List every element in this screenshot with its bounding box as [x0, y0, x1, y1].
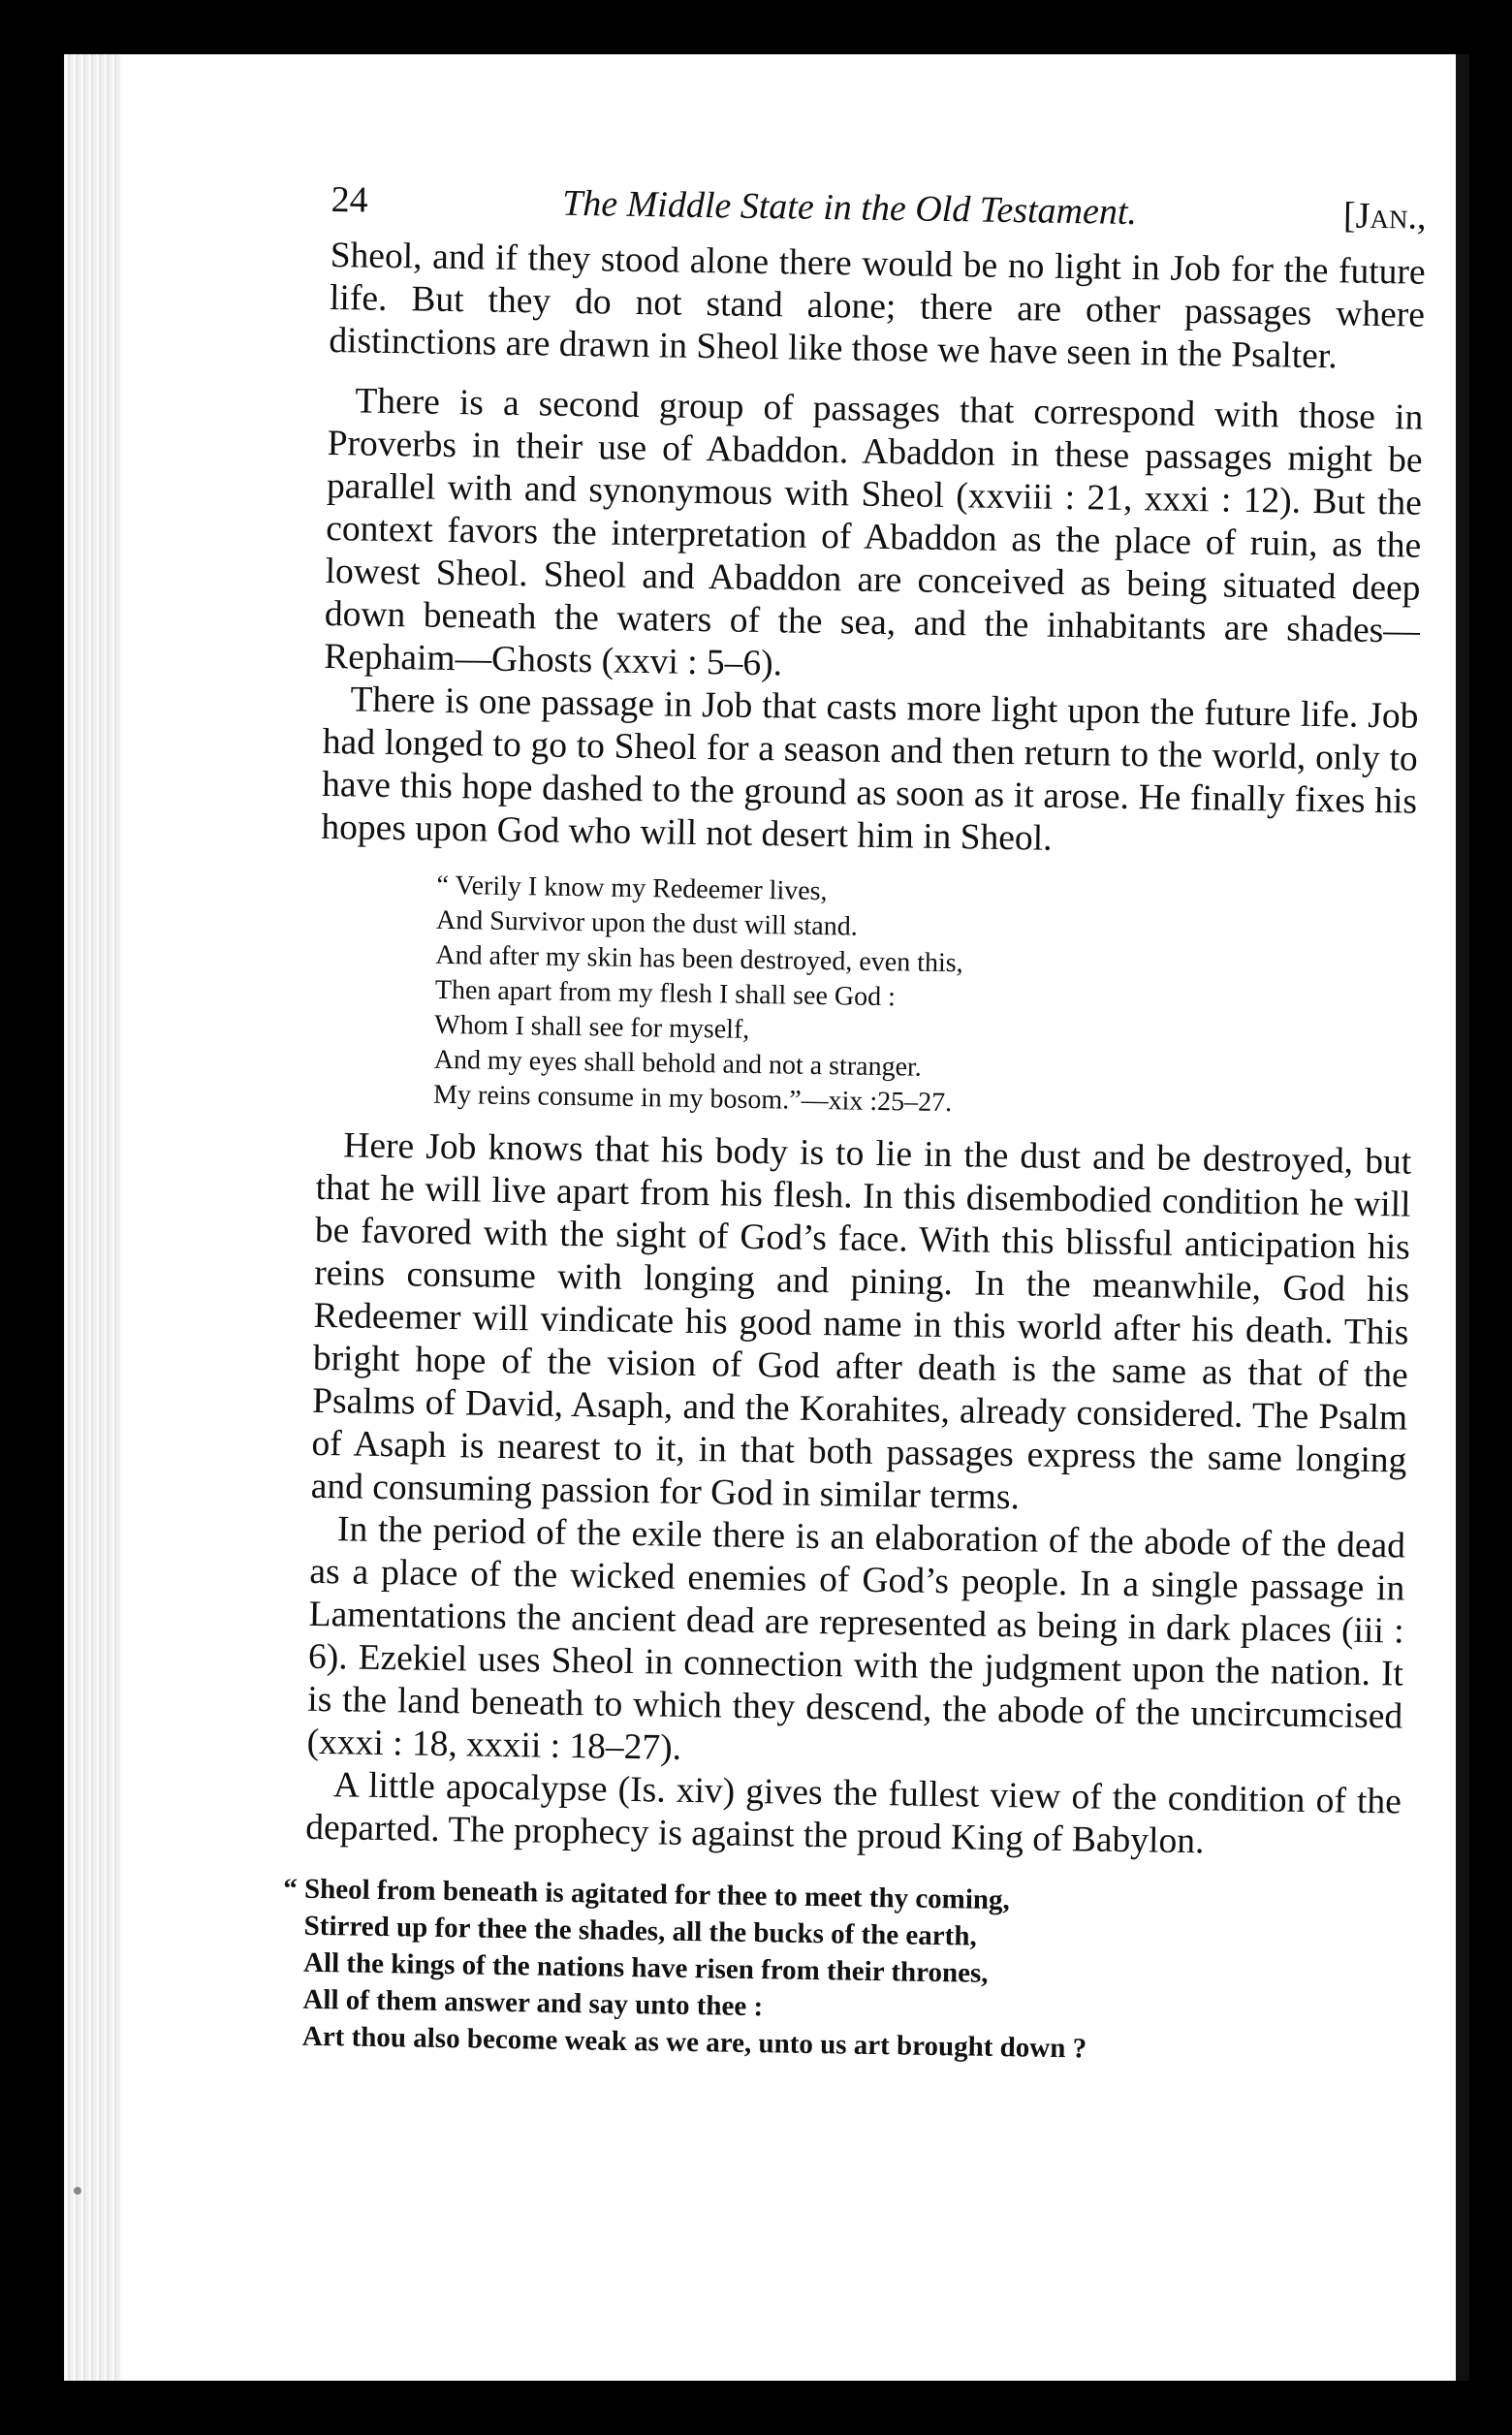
paragraph: There is one passage in Job that casts more light upon the future life. Job had longed to go to Sheol for a season and then return to the world, only to have this hope dashed to the ground as soon as it arose. He finally fixes his hopes upon God who will not desert him in Sheol. — [321, 680, 1419, 859]
paragraph: There is a second group of passages that correspond with those in Proverbs in their use of Abaddon. Abaddon in these passages might be parallel with and synonymous with Sheol (xxviii : 21, xxxi : 12). But the context favors the interpretation of Abaddon as the place of ruin, as the lowest Sheol. Sheol and Abaddon are conceived as being situated deep down beneath the waters of the sea, and the inhabitants are shades—Rephaim—Ghosts (xxvi : 5–6). — [323, 381, 1424, 684]
verse-line: And my eyes shall behold and not a stranger. — [433, 1044, 923, 1083]
page-edge-right — [1456, 54, 1469, 2381]
paragraph: A little apocalypse (Is. xiv) gives the fullest view of the condition of the departed. The prophecy is against the proud King of Babylon. — [304, 1765, 1402, 1862]
page-text — [283, 178, 1427, 2072]
page-number: 24 — [331, 178, 368, 221]
quoted-verse-isaiah — [281, 1870, 1401, 2071]
quoted-verse — [433, 869, 1416, 1128]
verse-line: Stirred up for thee the shades, all the bucks of the earth, — [303, 1910, 977, 1952]
verse-line: All of them answer and say unto thee : — [302, 1983, 764, 2023]
paragraph: Sheol, and if they stood alone there would be no light in Job for the future life. But they do not stand alone; there are other passages where distinctions are drawn in Sheol like those we have seen in the Psalter. — [329, 235, 1426, 377]
scan-speck — [74, 2187, 81, 2195]
verse-line: Whom I shall see for myself, — [434, 1009, 750, 1045]
verse-line: “ Verily I know my Redeemer lives, — [436, 870, 828, 907]
verse-line: And Survivor upon the dust will stand. — [435, 904, 858, 942]
verse-line: All the kings of the nations have risen from their thrones, — [302, 1946, 989, 1989]
verse-line: And after my skin has been destroyed, even this, — [435, 939, 963, 979]
paragraph: Here Job knows that his body is to lie in the dust and be destroyed, but that he will live apart from his flesh. In this disembodied condition he will be favored with the sight of God’s face. With this blissful anticipation his reins consume with longing and pining. In the meanwhile, God his Redeemer will vindicate his good name in this world after his death. This bright hope of the vision of God after death is the same as that of the Psalms of David, Asaph, and the Korahites, already considered. The Psalm of Asaph is nearest to it, in that both passages express the same longing and consuming passion for God in similar terms. — [310, 1125, 1412, 1518]
running-title: The Middle State in the Old Testament. — [561, 182, 1138, 234]
verse-line: Art thou also become weak as we are, unto us art brought down ? — [301, 2020, 1087, 2065]
page-edge-left — [64, 54, 122, 2381]
paragraph: In the period of the exile there is an elaboration of the abode of the dead as a place of the wicked enemies of God’s people. In a single passage in Lamentations the ancient dead are represented as being in dark places (iii : 6). Ezekiel uses Sheol in connection with the judgment upon the nation. It is the land beneath to which they descend, the abode of the uncircumcised (xxxi : 18, xxxii : 18–27). — [306, 1509, 1406, 1768]
running-header — [331, 178, 1427, 238]
verse-line: Then apart from my flesh I shall see God : — [434, 974, 897, 1013]
verse-line: My reins consume in my bosom.”—xix :25–27. — [432, 1079, 953, 1119]
verse-line: “ Sheol from beneath is agitated for thee to meet thy coming, — [283, 1873, 1011, 1916]
book-page — [64, 54, 1469, 2381]
running-month: [Jan., — [1342, 195, 1427, 237]
